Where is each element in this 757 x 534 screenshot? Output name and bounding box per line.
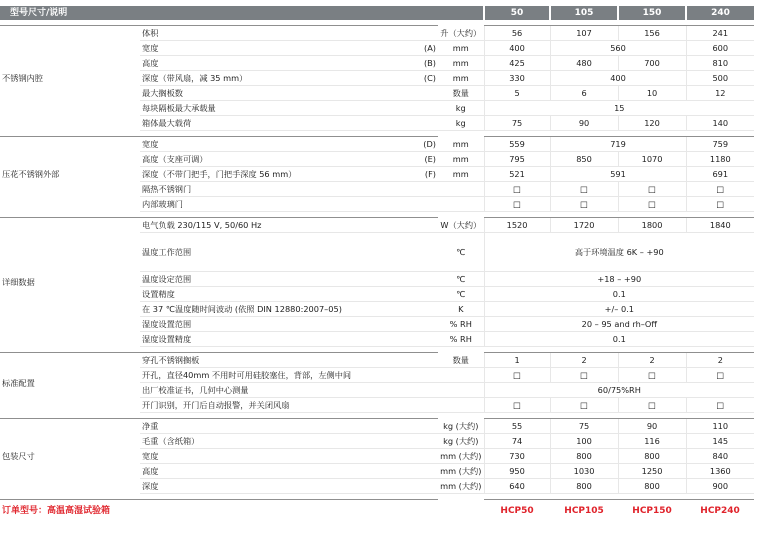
row-code (354, 332, 438, 347)
value-cell: 100 (550, 434, 618, 449)
row-label: 宽度 (140, 41, 354, 56)
row-label: 在 37 ℃温度随时间波动 (依照 DIN 12880:2007–05) (140, 302, 354, 317)
value-cell: 0.1 (484, 287, 754, 302)
value-cell: □ (618, 182, 686, 197)
value-cell: 90 (618, 419, 686, 434)
value-cell: 795 (484, 152, 550, 167)
value-cell: 0.1 (484, 332, 754, 347)
row-label: 隔热不锈钢门 (140, 182, 354, 197)
order-model-240: HCP240 (700, 506, 740, 516)
value-cell: 559 (484, 137, 550, 152)
value-cell: 1180 (686, 152, 754, 167)
value-cell: 1840 (686, 218, 754, 233)
row-label: 电气负载 230/115 V, 50/60 Hz (140, 218, 354, 233)
value-cell: □ (484, 182, 550, 197)
row-label: 开孔，直径40mm 不用时可用硅胶塞住，背部，左侧中间 (140, 368, 354, 383)
row-label: 高度 (140, 56, 354, 71)
row-label: 湿度设置范围 (140, 317, 354, 332)
row-unit: mm (438, 167, 484, 182)
row-unit: mm (438, 71, 484, 86)
row-unit: kg (438, 116, 484, 131)
value-cell: □ (550, 398, 618, 413)
row-label: 宽度 (140, 449, 354, 464)
row-code (354, 116, 438, 131)
row-unit: mm (438, 137, 484, 152)
row-unit (438, 398, 484, 413)
section-label: 标准配置 (2, 377, 35, 388)
row-label: 高度 (140, 464, 354, 479)
row-code (354, 86, 438, 101)
row-unit: mm (438, 56, 484, 71)
section-label: 详细数据 (2, 277, 35, 288)
row-unit: 数量 (438, 86, 484, 101)
row-code: (F) (354, 167, 438, 182)
value-cell: 10 (618, 86, 686, 101)
value-cell: 730 (484, 449, 550, 464)
row-label: 出厂校准证书，几何中心测量 (140, 383, 354, 398)
value-cell: 107 (550, 26, 618, 41)
value-cell: 1070 (618, 152, 686, 167)
value-cell: □ (618, 398, 686, 413)
row-unit: 升（大约） (438, 26, 484, 41)
row-code (354, 233, 438, 272)
spec-row (0, 353, 754, 368)
value-cell: 591 (550, 167, 686, 182)
value-cell: 560 (550, 41, 686, 56)
value-cell: 2 (550, 353, 618, 368)
row-code (354, 302, 438, 317)
row-label: 设置精度 (140, 287, 354, 302)
row-code (354, 464, 438, 479)
section-label: 不锈钢内腔 (2, 73, 43, 84)
model-header-240: 240 (686, 6, 754, 20)
row-unit (438, 197, 484, 212)
model-header-150: 150 (618, 6, 686, 20)
row-unit: ℃ (438, 272, 484, 287)
value-cell: □ (618, 197, 686, 212)
value-cell: 500 (686, 71, 754, 86)
value-cell: 330 (484, 71, 550, 86)
row-label: 净重 (140, 419, 354, 434)
row-code: (A) (354, 41, 438, 56)
value-cell: 700 (618, 56, 686, 71)
value-cell: 60/75%RH (484, 383, 754, 398)
spec-row (0, 419, 754, 434)
row-label: 宽度 (140, 137, 354, 152)
value-cell: 15 (484, 101, 754, 116)
spec-row (0, 26, 754, 41)
value-cell: □ (686, 197, 754, 212)
value-cell: 640 (484, 479, 550, 494)
row-code: (B) (354, 56, 438, 71)
row-label: 深度（带风扇，减 35 mm） (140, 71, 354, 86)
value-cell: 800 (618, 479, 686, 494)
row-code (354, 218, 438, 233)
row-label: 高度（支座可调） (140, 152, 354, 167)
section-label: 包装尺寸 (2, 451, 35, 462)
row-label: 穿孔不锈钢搁板 (140, 353, 354, 368)
row-unit: K (438, 302, 484, 317)
row-code (354, 182, 438, 197)
row-unit (438, 182, 484, 197)
value-cell: 800 (550, 449, 618, 464)
row-unit: mm (438, 152, 484, 167)
row-label: 毛重（含纸箱） (140, 434, 354, 449)
value-cell: 5 (484, 86, 550, 101)
row-label: 深度 (140, 479, 354, 494)
row-unit: mm (438, 41, 484, 56)
row-unit (438, 383, 484, 398)
value-cell: +18 – +90 (484, 272, 754, 287)
row-unit: mm (大约) (438, 479, 484, 494)
value-cell: 145 (686, 434, 754, 449)
row-code (354, 353, 438, 368)
value-cell: □ (686, 182, 754, 197)
value-cell: 6 (550, 86, 618, 101)
spec-body (0, 20, 754, 500)
model-header-105: 105 (550, 6, 618, 20)
row-code (354, 434, 438, 449)
row-code: (E) (354, 152, 438, 167)
order-model-50: HCP50 (500, 506, 534, 516)
value-cell: 950 (484, 464, 550, 479)
row-code (354, 383, 438, 398)
value-cell: □ (618, 368, 686, 383)
row-label: 温度设定范围 (140, 272, 354, 287)
value-cell: 1360 (686, 464, 754, 479)
value-cell: 759 (686, 137, 754, 152)
row-label: 内部玻璃门 (140, 197, 354, 212)
value-cell: 55 (484, 419, 550, 434)
row-code (354, 287, 438, 302)
value-cell: 400 (484, 41, 550, 56)
value-cell: 156 (618, 26, 686, 41)
value-cell: 140 (686, 116, 754, 131)
row-unit (438, 368, 484, 383)
value-cell: 90 (550, 116, 618, 131)
row-unit: W（大约） (438, 218, 484, 233)
value-cell: 1520 (484, 218, 550, 233)
row-unit: mm (大约) (438, 449, 484, 464)
value-cell: 1720 (550, 218, 618, 233)
row-code (354, 317, 438, 332)
row-label: 体积 (140, 26, 354, 41)
value-cell: 400 (550, 71, 686, 86)
row-label: 每块隔板最大承载量 (140, 101, 354, 116)
row-code: (D) (354, 137, 438, 152)
order-model-105: HCP105 (564, 506, 604, 516)
value-cell: 810 (686, 56, 754, 71)
value-cell: □ (686, 368, 754, 383)
order-row (0, 500, 754, 523)
row-label: 箱体最大载荷 (140, 116, 354, 131)
model-header-50: 50 (484, 6, 550, 20)
value-cell: +/– 0.1 (484, 302, 754, 317)
row-code (354, 479, 438, 494)
value-cell: 521 (484, 167, 550, 182)
row-code (354, 419, 438, 434)
value-cell: □ (686, 398, 754, 413)
value-cell: 12 (686, 86, 754, 101)
table-title: 型号尺寸/说明 (0, 6, 484, 20)
row-code (354, 26, 438, 41)
value-cell: 2 (618, 353, 686, 368)
value-cell: 900 (686, 479, 754, 494)
row-label: 深度（不带门把手，门把手深度 56 mm） (140, 167, 354, 182)
row-label: 湿度设置精度 (140, 332, 354, 347)
value-cell: 74 (484, 434, 550, 449)
row-label: 最大搁板数 (140, 86, 354, 101)
spec-row (0, 218, 754, 233)
row-code (354, 368, 438, 383)
row-unit: % RH (438, 317, 484, 332)
value-cell: 600 (686, 41, 754, 56)
value-cell: □ (550, 197, 618, 212)
value-cell: 241 (686, 26, 754, 41)
order-label: 订单型号：高温高湿试验箱 (2, 506, 111, 516)
header-row (0, 6, 754, 20)
value-cell: 1800 (618, 218, 686, 233)
spec-row (0, 137, 754, 152)
order-model-150: HCP150 (632, 506, 672, 516)
row-label: 温度工作范围 (140, 233, 354, 272)
row-unit: kg (438, 101, 484, 116)
value-cell: 1250 (618, 464, 686, 479)
row-code (354, 197, 438, 212)
value-cell: □ (550, 368, 618, 383)
row-unit: 数量 (438, 353, 484, 368)
section-label: 压花不锈钢外部 (2, 169, 60, 180)
value-cell: 425 (484, 56, 550, 71)
row-code (354, 398, 438, 413)
value-cell: □ (550, 182, 618, 197)
value-cell: 480 (550, 56, 618, 71)
row-code: (C) (354, 71, 438, 86)
value-cell: 20 – 95 and rh–Off (484, 317, 754, 332)
value-cell: 691 (686, 167, 754, 182)
value-cell: 120 (618, 116, 686, 131)
value-cell: 高于环境温度 6K – +90 (484, 233, 754, 272)
row-unit: kg (大约) (438, 434, 484, 449)
value-cell: 110 (686, 419, 754, 434)
value-cell: 116 (618, 434, 686, 449)
row-code (354, 101, 438, 116)
spec-table (0, 6, 754, 522)
row-code (354, 449, 438, 464)
value-cell: 840 (686, 449, 754, 464)
row-unit: ℃ (438, 287, 484, 302)
value-cell: 2 (686, 353, 754, 368)
value-cell: □ (484, 197, 550, 212)
value-cell: 56 (484, 26, 550, 41)
row-unit: kg (大约) (438, 419, 484, 434)
value-cell: 850 (550, 152, 618, 167)
value-cell: 719 (550, 137, 686, 152)
row-unit: ℃ (438, 233, 484, 272)
value-cell: □ (484, 368, 550, 383)
value-cell: 800 (618, 449, 686, 464)
row-unit: % RH (438, 332, 484, 347)
value-cell: 1030 (550, 464, 618, 479)
value-cell: 1 (484, 353, 550, 368)
row-code (354, 272, 438, 287)
row-label: 开门识别，开门后自动报警，并关闭风扇 (140, 398, 354, 413)
value-cell: 800 (550, 479, 618, 494)
row-unit: mm (大约) (438, 464, 484, 479)
value-cell: 75 (484, 116, 550, 131)
value-cell: 75 (550, 419, 618, 434)
value-cell: □ (484, 398, 550, 413)
